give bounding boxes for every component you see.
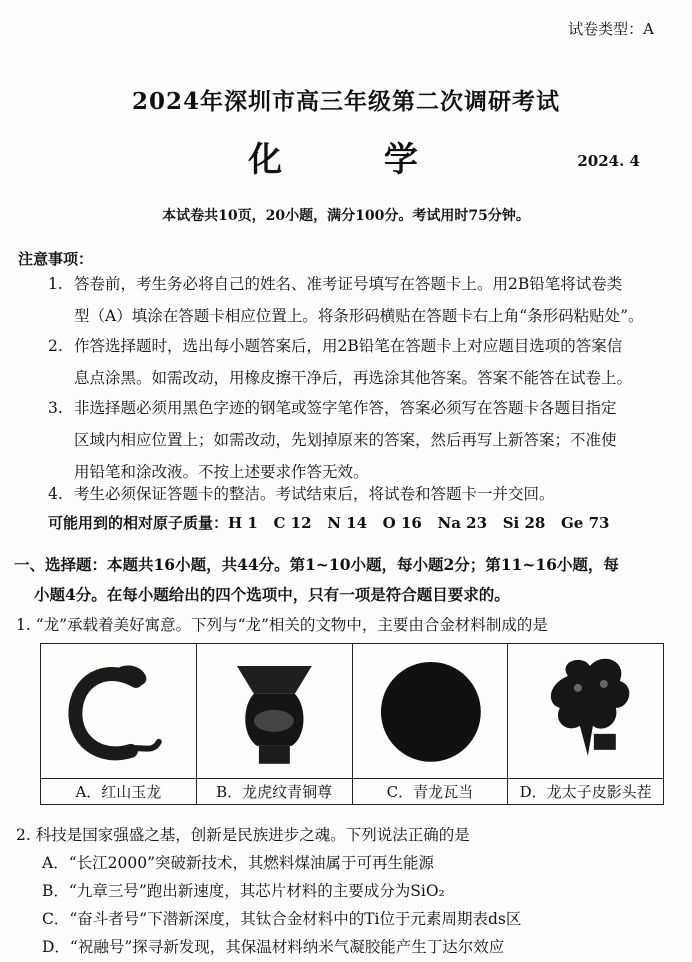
note-number: 3.: [48, 399, 63, 417]
note-line: 型（A）填涂在答题卡相应位置上。将条形码横贴在答题卡右上角“条形码粘贴处”。: [74, 307, 644, 325]
option-cell-d: [508, 644, 663, 804]
question-2-option-d: D．“祝融号”探寻新发现，其保温材料纳米气凝胶能产生丁达尔效应: [42, 938, 505, 956]
question-1-stem: 1. “龙”承载着美好寓意。下列与“龙”相关的文物中，主要由合金材料制成的是: [16, 616, 548, 634]
subject-title: 化 学: [248, 140, 444, 180]
note-line: 答卷前，考生务必将自己的姓名、准考证号填写在答题卡上。用2B铅笔将试卷类: [74, 275, 623, 293]
option-label: A．红山玉龙: [75, 782, 162, 801]
note-line: 作答选择题时，选出每小题答案后，用2B铅笔在答题卡上对应题目选项的答案信: [74, 337, 623, 355]
notes-heading: 注意事项：: [18, 250, 94, 268]
note-line: 考生必须保证答题卡的整洁。考试结束后，将试卷和答题卡一并交回。: [74, 485, 555, 503]
option-cell-a: [41, 644, 197, 804]
option-label: B．龙虎纹青铜尊: [216, 782, 333, 801]
question-2-option-a: A．“长江2000”突破新技术，其燃料煤油属于可再生能源: [42, 854, 434, 872]
section-line: 一、选择题：本题共16小题，共44分。第1~10小题，每小题2分；第11~16小题，每: [14, 555, 619, 574]
note-number: 2.: [48, 337, 63, 355]
atomic-masses: 可能用到的相对原子质量：H 1 C 12 N 14 O 16 Na 23 Si 28 Ge 73: [48, 514, 610, 532]
paper-type: 试卷类型：A: [568, 20, 654, 38]
bronze-zun-image: [197, 644, 352, 779]
note-number: 1.: [48, 275, 63, 293]
note-line: 用铅笔和涂改液。不按上述要求作答无效。: [74, 463, 369, 481]
note-number: 4.: [48, 485, 63, 503]
note-item-2: [48, 330, 660, 394]
note-line: 区域内相应位置上；如需改动，先划掉原来的答案，然后再写上新答案；不准使: [74, 431, 617, 449]
exam-info: 本试卷共10页，20小题，满分100分。考试用时75分钟。: [162, 208, 530, 224]
eave-tile-image: [353, 644, 508, 779]
note-line: 非选择题必须用黑色字迹的钢笔或签字笔作答，答案必须写在答题卡各题目指定: [74, 399, 617, 417]
option-label: C．青龙瓦当: [386, 782, 474, 801]
jade-dragon-image: [41, 644, 196, 779]
question-2-stem: 2. 科技是国家强盛之基，创新是民族进步之魂。下列说法正确的是: [16, 826, 470, 844]
option-cell-c: [353, 644, 509, 804]
note-item-3: [48, 392, 660, 488]
section-line: 小题4分。在每小题给出的四个选项中，只有一项是符合题目要求的。: [34, 585, 510, 604]
question-2-option-b: B．“九章三号”跑出新速度，其芯片材料的主要成分为SiO₂: [42, 882, 445, 900]
option-cell-b: [197, 644, 353, 804]
note-item-1: [48, 268, 660, 332]
exam-date: 2024. 4: [577, 152, 640, 170]
note-line: 息点涂黑。如需改动，用橡皮擦干净后，再选涂其他答案。答案不能答在试卷上。: [74, 369, 633, 387]
shadow-puppet-head-image: [508, 644, 663, 779]
option-label: D．龙太子皮影头茬: [519, 782, 652, 801]
section-heading: [14, 550, 674, 610]
question-2-option-c: C．“奋斗者号”下潜新深度，其钛合金材料中的Ti位于元素周期表ds区: [42, 910, 522, 928]
exam-title: 2024年深圳市高三年级第二次调研考试: [131, 88, 560, 115]
note-item-4: [48, 478, 660, 510]
question-1-options-table: [40, 643, 664, 805]
